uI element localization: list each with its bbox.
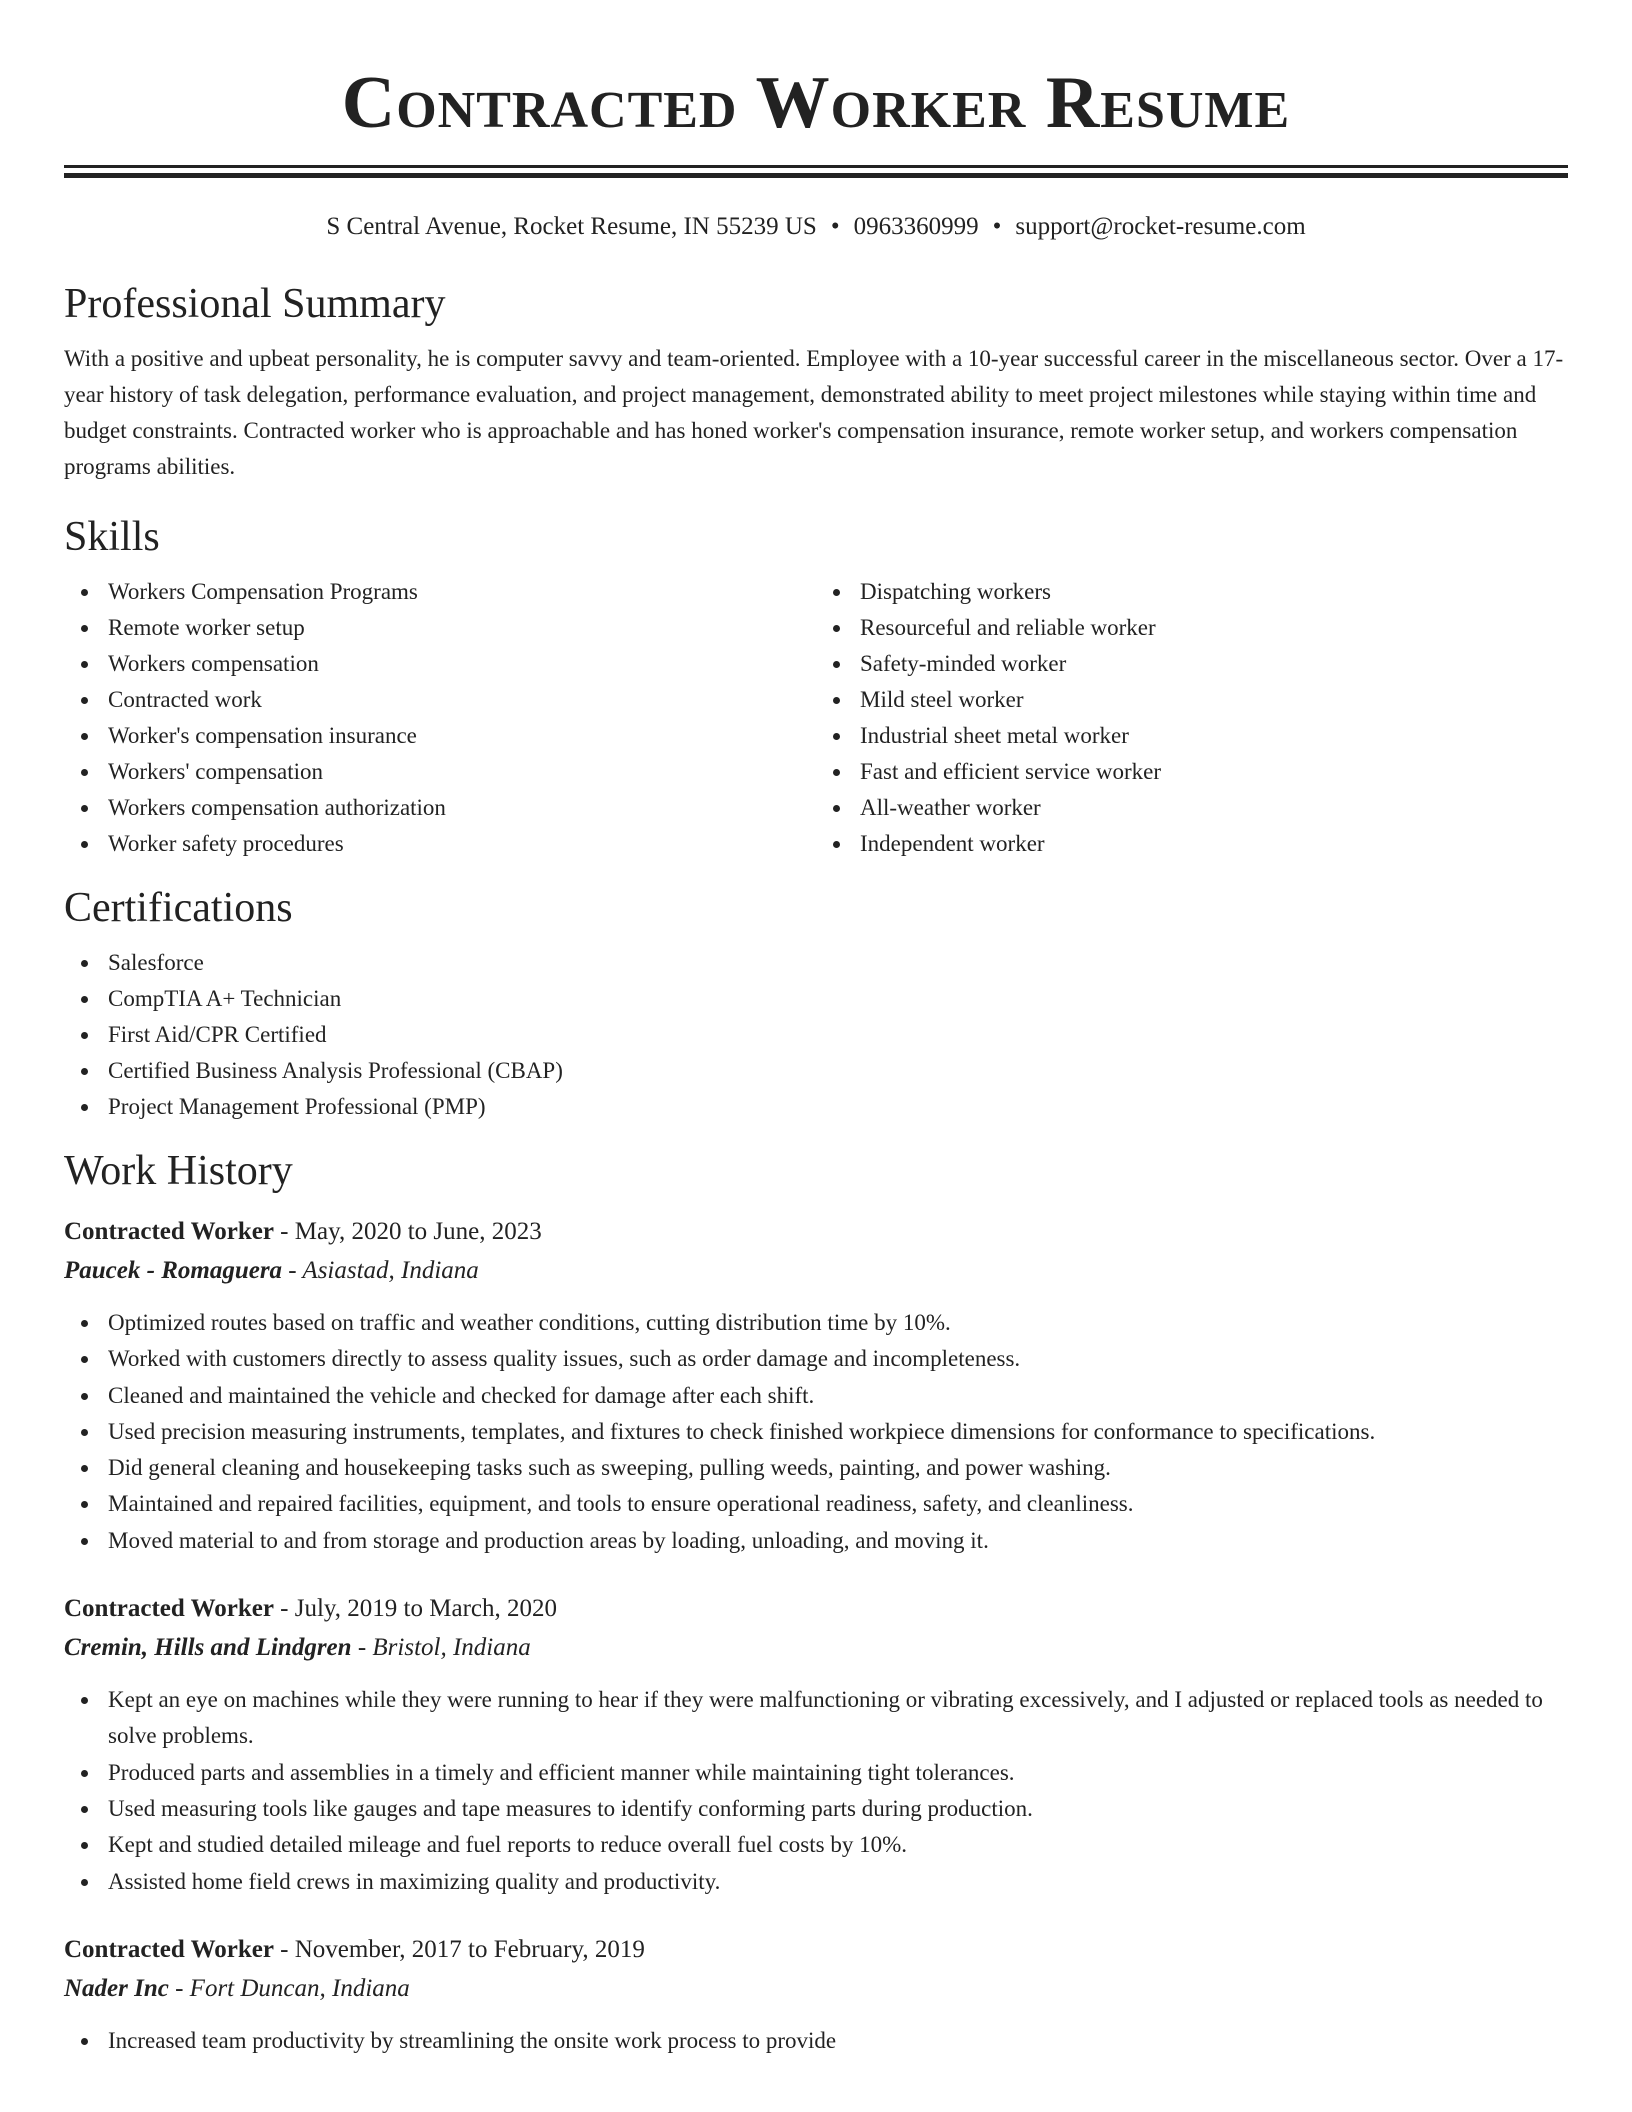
job-bullet: Increased team productivity by streamlining the onsite work process to provide (108, 2023, 1568, 2059)
certification-item: Certified Business Analysis Professional (CBAP) (108, 1053, 1568, 1089)
job-bullet: Kept and studied detailed mileage and fuel reports to reduce overall fuel costs by 10%. (108, 1827, 1568, 1863)
job-bullet: Cleaned and maintained the vehicle and checked for damage after each shift. (108, 1378, 1568, 1414)
skills-columns (64, 574, 1568, 862)
job-company: Cremin, Hills and Lindgren (64, 1634, 352, 1662)
job-dates: - November, 2017 to February, 2019 (273, 1935, 645, 1963)
skill-item: Independent worker (860, 826, 1568, 862)
contact-email: support@rocket-resume.com (1015, 213, 1306, 240)
contact-separator: • (830, 213, 840, 240)
job-bullet: Optimized routes based on traffic and weather conditions, cutting distribution time by 10%. (108, 1305, 1568, 1341)
job-location: - Asiastad, Indiana (282, 1257, 479, 1284)
job-company-line (64, 1969, 1568, 2008)
certification-item: CompTIA A+ Technician (108, 981, 1568, 1017)
job-entry (64, 1589, 1568, 1900)
work-history-heading: Work History (64, 1148, 293, 1194)
certifications-heading: Certifications (64, 885, 293, 931)
skill-item: Fast and efficient service worker (860, 754, 1568, 790)
contact-phone: 0963360999 (853, 213, 979, 240)
skill-item: Industrial sheet metal worker (860, 718, 1568, 754)
job-title-line (64, 1589, 1568, 1628)
job-company-line (64, 1251, 1568, 1290)
contact-line (64, 212, 1568, 242)
job-bullet: Worked with customers directly to assess quality issues, such as order damage and incompleteness. (108, 1341, 1568, 1377)
resume-title: Contracted Worker Resume (341, 62, 1291, 144)
skill-item: Workers Compensation Programs (108, 574, 816, 610)
skill-item: Resourceful and reliable worker (860, 610, 1568, 646)
job-title-line (64, 1212, 1568, 1251)
title-rule-thick (64, 173, 1568, 178)
job-dates: - July, 2019 to March, 2020 (273, 1595, 557, 1623)
job-title-line (64, 1930, 1568, 1969)
job-entry (64, 1212, 1568, 1559)
job-bullet: Assisted home field crews in maximizing quality and productivity. (108, 1864, 1568, 1900)
certification-item: First Aid/CPR Certified (108, 1017, 1568, 1053)
skill-item: Contracted work (108, 682, 816, 718)
job-bullet: Kept an eye on machines while they were running to hear if they were malfunctioning or vibrating excessively, and I adjusted or replaced tools as needed to solve problems. (108, 1682, 1568, 1755)
skill-item: All-weather worker (860, 790, 1568, 826)
job-title: Contracted Worker (64, 1935, 274, 1963)
job-bullet: Moved material to and from storage and production areas by loading, unloading, and moving it. (108, 1523, 1568, 1559)
job-entry (64, 1930, 1568, 2059)
job-bullet: Did general cleaning and housekeeping tasks such as sweeping, pulling weeds, painting, and power washing. (108, 1450, 1568, 1486)
skills-list-left (64, 574, 816, 862)
job-bullets (64, 2023, 1568, 2059)
skill-item: Worker's compensation insurance (108, 718, 816, 754)
skill-item: Workers' compensation (108, 754, 816, 790)
job-location: - Fort Duncan, Indiana (168, 1974, 410, 2002)
contact-address: S Central Avenue, Rocket Resume, IN 55239 US (326, 213, 817, 240)
job-title: Contracted Worker (64, 1218, 274, 1245)
skills-list-right (816, 574, 1568, 862)
job-bullet: Used measuring tools like gauges and tape measures to identify conforming parts during production. (108, 1791, 1568, 1827)
skill-item: Worker safety procedures (108, 826, 816, 862)
job-location: - Bristol, Indiana (351, 1634, 531, 1662)
title-rule-thin (64, 165, 1568, 168)
job-bullet: Produced parts and assemblies in a timely and efficient manner while maintaining tight tolerances. (108, 1755, 1568, 1791)
resume-page (64, 0, 1568, 2059)
job-bullet: Maintained and repaired facilities, equipment, and tools to ensure operational readiness, safety, and cleanliness. (108, 1486, 1568, 1522)
job-company: Paucek - Romaguera (64, 1257, 283, 1284)
summary-heading: Professional Summary (64, 281, 446, 327)
skills-heading: Skills (64, 514, 160, 560)
job-bullets (64, 1305, 1568, 1559)
skill-item: Workers compensation authorization (108, 790, 816, 826)
certification-item: Salesforce (108, 945, 1568, 981)
certifications-list (64, 945, 1568, 1125)
job-title: Contracted Worker (64, 1595, 274, 1623)
job-company: Nader Inc (64, 1974, 169, 2002)
job-bullet: Used precision measuring instruments, templates, and fixtures to check finished workpiece dimensions for conformance to specifications. (108, 1414, 1568, 1450)
certification-item: Project Management Professional (PMP) (108, 1089, 1568, 1125)
job-bullets (64, 1682, 1568, 1900)
skill-item: Mild steel worker (860, 682, 1568, 718)
skill-item: Workers compensation (108, 646, 816, 682)
skill-item: Dispatching workers (860, 574, 1568, 610)
summary-text: With a positive and upbeat personality, he is computer savvy and team-oriented. Employee with a 10-year successful career in the miscellaneous sector. Over a 17-year history of task delegation, performance evaluation, and project management, demonstrated ability to meet project milestones while staying within time and budget constraints. Contracted worker who is approachable and has honed worker's compensation insurance, remote worker setup, and workers compensation programs abilities. (64, 346, 1564, 479)
skill-item: Safety-minded worker (860, 646, 1568, 682)
job-dates: - May, 2020 to June, 2023 (273, 1218, 542, 1245)
contact-separator: • (992, 213, 1002, 240)
job-company-line (64, 1628, 1568, 1667)
skill-item: Remote worker setup (108, 610, 816, 646)
